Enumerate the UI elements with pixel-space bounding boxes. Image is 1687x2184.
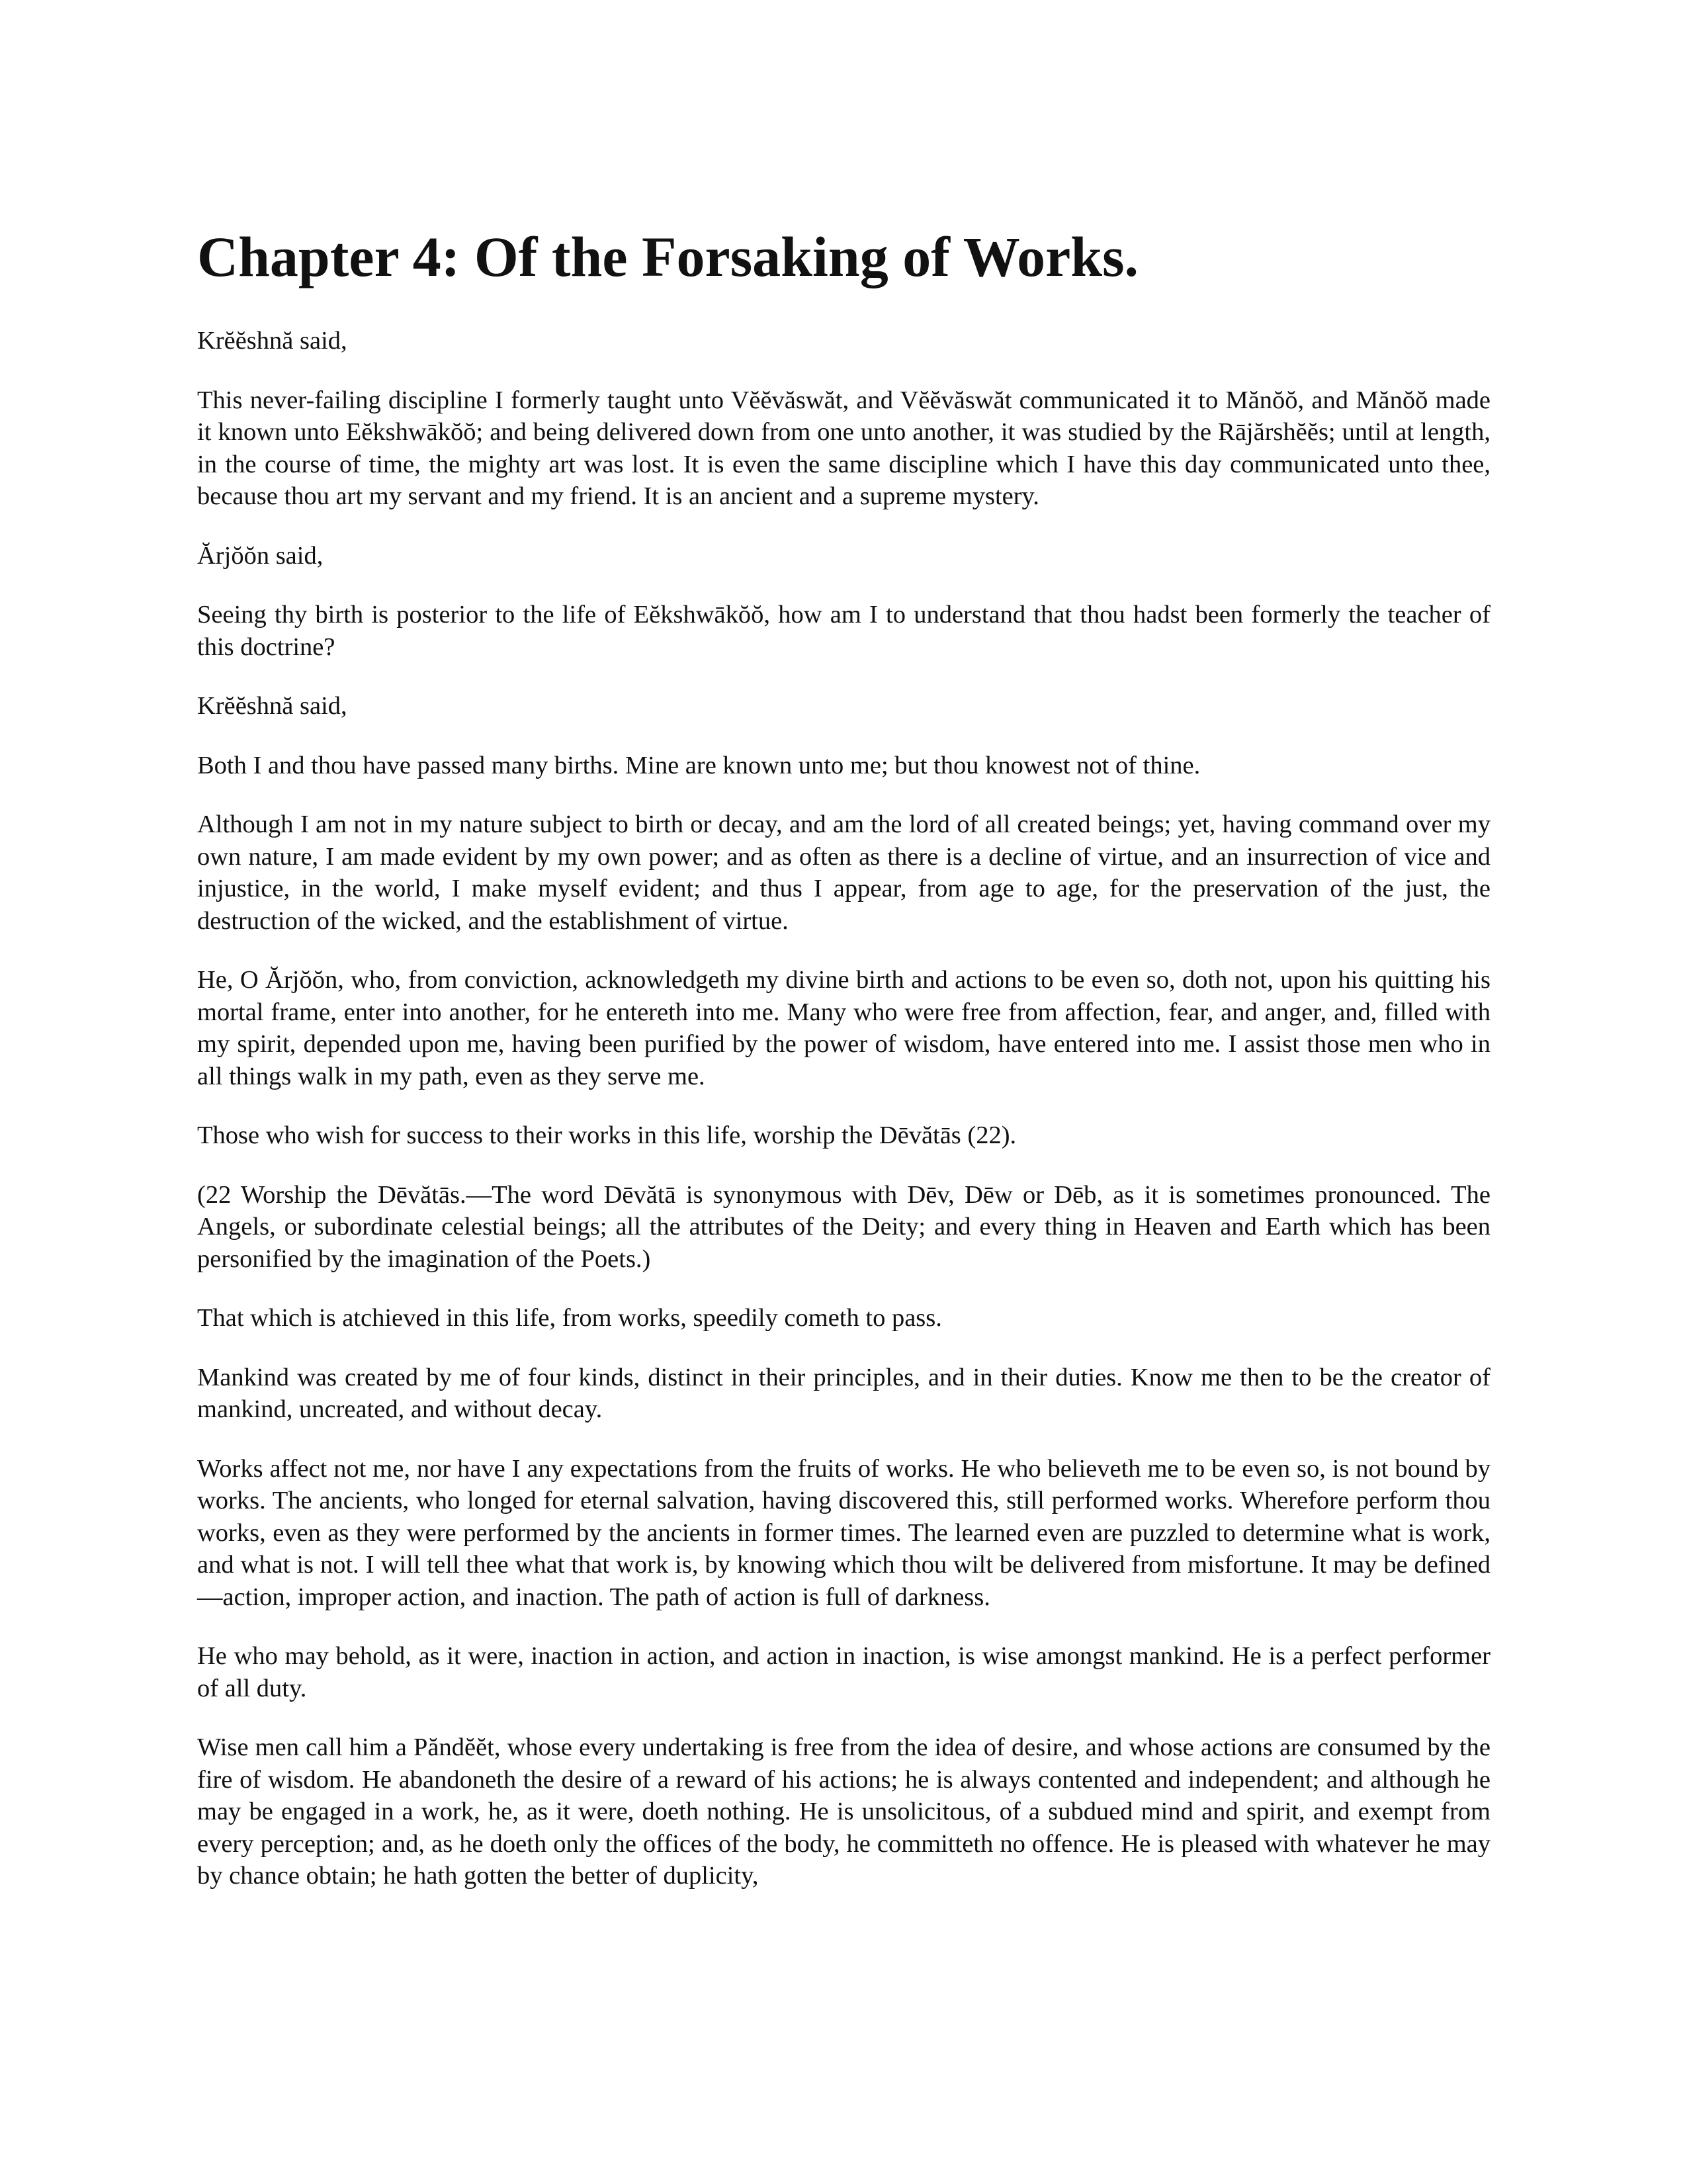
chapter-title: Chapter 4: Of the Forsaking of Works. <box>197 225 1139 288</box>
footnote-paragraph: (22 Worship the Dēvătās.—The word Dēvătā is synonymous with Dēv, Dēw or Dēb, as it is sometimes pronounced. The Angels, or subordinate celestial beings; all the attributes of the Deity; and every thing in Heaven and Earth which has been personified by the imagination of the Poets.) <box>197 1180 1491 1273</box>
speaker-line: Krĕĕshnă said, <box>197 327 347 355</box>
speaker-line: Krĕĕshnă said, <box>197 692 347 720</box>
speaker-line: Ărjŏŏn said, <box>197 541 324 570</box>
body-paragraph: Wise men call him a Păndĕĕt, whose every undertaking is free from the idea of desire, and whose actions are consumed by the fire of wisdom. He abandoneth the desire of a reward of his actions; he is always contented and independent; and although he may be engaged in a work, he, as it were, doeth nothing. He is unsolicitous, of a subdued mind and spirit, and exempt from every perception; and, as he doeth only the offices of the body, he committeth no offence. He is pleased with whatever he may by chance obtain; he hath gotten the better of duplicity, <box>197 1733 1491 1890</box>
body-paragraph: He, O Ărjŏŏn, who, from conviction, acknowledgeth my divine birth and actions to be even so, doth not, upon his quitting his mortal frame, enter into another, for he entereth into me. Many who were free from affection, fear, and anger, and, filled with my spirit, depended upon me, having been purified by the power of wisdom, have entered into me. I assist those men who in all things walk in my path, even as they serve me. <box>197 966 1491 1090</box>
body-paragraph: Mankind was created by me of four kinds, distinct in their principles, and in their duties. Know me then to be the creator of mankind, uncreated, and without decay. <box>197 1363 1491 1423</box>
body-paragraph: Both I and thou have passed many births. Mine are known unto me; but thou knowest not of thine. <box>197 751 1201 779</box>
body-paragraph: Although I am not in my nature subject to birth or decay, and am the lord of all created beings; yet, having command over my own nature, I am made evident by my own power; and as often as there is a decline of virtue, and an insurrection of vice and injustice, in the world, I make myself evident; and thus I appear, from age to age, for the preservation of the just, the destruction of the wicked, and the establishment of virtue. <box>197 810 1491 935</box>
body-paragraph: He who may behold, as it were, inaction in action, and action in inaction, is wise amongst mankind. He is a perfect performer of all duty. <box>197 1642 1491 1702</box>
body-paragraph: Seeing thy birth is posterior to the life of Eĕkshwākŏŏ, how am I to understand that thou hadst been formerly the teacher of this doctrine? <box>197 601 1491 661</box>
body-paragraph: Works affect not me, nor have I any expectations from the fruits of works. He who believeth me to be even so, is not bound by works. The ancients, who longed for eternal salvation, having discovered this, still performed works. Wherefore perform thou works, even as they were performed by the ancients in former times. The learned even are puzzled to determine what is work, and what is not. I will tell thee what that work is, by knowing which thou wilt be delivered from misfortune. It may be defined—action, improper action, and inaction. The path of action is full of darkness. <box>197 1454 1491 1611</box>
body-paragraph: Those who wish for success to their works in this life, worship the Dēvătās (22). <box>197 1121 1017 1149</box>
body-paragraph: This never-failing discipline I formerly taught unto Vĕĕvăswăt, and Vĕĕvăswăt communicated it to Mănŏŏ, and Mănŏŏ made it known unto Eĕkshwākŏŏ; and being delivered down from one unto another, it was studied by the Rājărshĕĕs; until at length, in the course of time, the mighty art was lost. It is even the same discipline which I have this day communicated unto thee, because thou art my servant and my friend. It is an ancient and a supreme mystery. <box>197 386 1491 510</box>
body-paragraph: That which is atchieved in this life, from works, speedily cometh to pass. <box>197 1304 942 1332</box>
document-page <box>197 225 1491 1919</box>
